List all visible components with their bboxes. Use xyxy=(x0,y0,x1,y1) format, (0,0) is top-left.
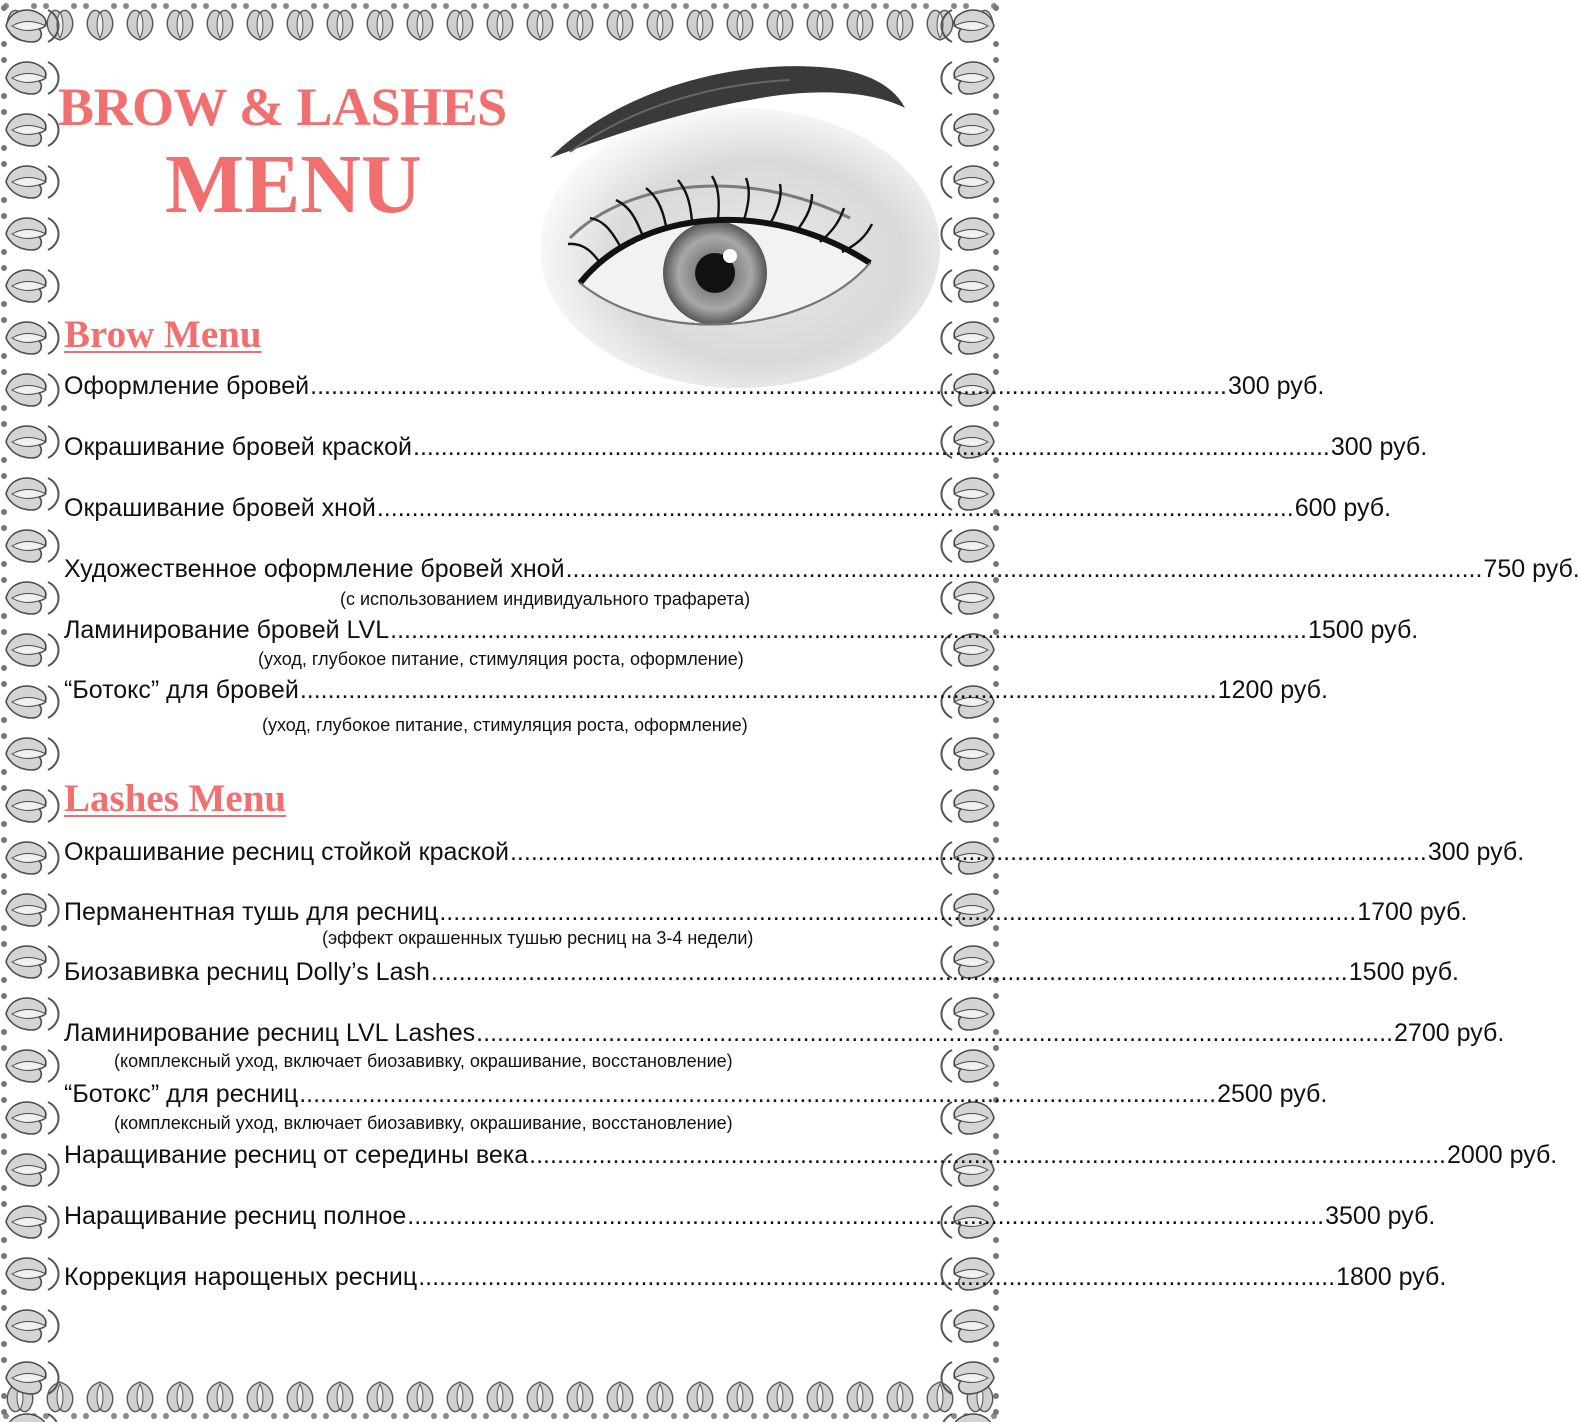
item-name: Окрашивание бровей краской xyxy=(64,433,413,461)
brow-item-4: Художественное оформление бровей хной .................................................................................................................................... 750 руб. xyxy=(64,555,1580,583)
item-name: Окрашивание ресниц стойкой краской xyxy=(64,838,509,866)
ornamental-border-left xyxy=(0,0,66,1422)
item-price: 1500 руб. xyxy=(1308,616,1419,644)
brow-menu-title: Brow Menu xyxy=(64,313,262,356)
item-name: Художественное оформление бровей хной xyxy=(64,555,565,583)
lashes-item-5-note: (комплексный уход, включает биозавивку, окрашивание, восстановление) xyxy=(114,1113,733,1133)
item-name: Коррекция нарощеных ресниц xyxy=(64,1263,418,1291)
lashes-item-2: Перманентная тушь для ресниц .................................................................................................................................... 1700 руб. xyxy=(64,898,1468,926)
page-title: BROW & LASHES xyxy=(58,77,507,137)
item-price: 300 руб. xyxy=(1427,838,1525,866)
brow-item-3: Окрашивание бровей хной .................................................................................................................................... 600 руб. xyxy=(64,494,1392,522)
item-price: 2000 руб. xyxy=(1447,1141,1558,1169)
item-price: 1700 руб. xyxy=(1357,898,1468,926)
item-price: 3500 руб. xyxy=(1325,1202,1436,1230)
lashes-item-2-note: (эффект окрашенных тушью ресниц на 3-4 недели) xyxy=(322,928,754,948)
brow-item-5-note: (уход, глубокое питание, стимуляция роста, оформление) xyxy=(258,649,744,669)
lashes-item-6: Наращивание ресниц от середины века .................................................................................................................................... 2000 руб. xyxy=(64,1141,1558,1169)
item-price: 600 руб. xyxy=(1294,494,1392,522)
lashes-item-3: Биозавивка ресниц Dolly’s Lash .................................................................................................................................... 1500 руб. xyxy=(64,958,1459,986)
page-subtitle: MENU xyxy=(165,138,422,231)
item-name: Наращивание ресниц от середины века xyxy=(64,1141,529,1169)
item-name: Ламинирование ресниц LVL Lashes xyxy=(64,1019,476,1047)
item-name: Окрашивание бровей хной xyxy=(64,494,376,522)
lashes-item-5: “Ботокс” для ресниц .................................................................................................................................... 2500 руб. xyxy=(64,1080,1328,1108)
ornamental-border-bottom xyxy=(0,1378,1000,1422)
lashes-menu-title: Lashes Menu xyxy=(64,777,287,820)
brow-item-2: Окрашивание бровей краской .................................................................................................................................... 300 руб. xyxy=(64,433,1428,461)
item-name: Ламинирование бровей LVL xyxy=(64,616,390,644)
item-price: 300 руб. xyxy=(1330,433,1428,461)
brow-item-1: Оформление бровей .................................................................................................................................... 300 руб. xyxy=(64,372,1325,400)
item-name: Перманентная тушь для ресниц xyxy=(64,898,439,926)
item-name: “Ботокс” для ресниц xyxy=(64,1080,299,1108)
brow-item-4-note: (с использованием индивидуального трафарета) xyxy=(340,589,751,609)
item-price: 2500 руб. xyxy=(1217,1080,1328,1108)
item-price: 2700 руб. xyxy=(1394,1019,1505,1047)
brow-item-6-note: (уход, глубокое питание, стимуляция роста, оформление) xyxy=(262,715,748,735)
lashes-item-7: Наращивание ресниц полное .................................................................................................................................... 3500 руб. xyxy=(64,1202,1436,1230)
eye-illustration xyxy=(510,48,930,378)
brow-item-5: Ламинирование бровей LVL .................................................................................................................................... 1500 руб. xyxy=(64,616,1419,644)
item-price: 300 руб. xyxy=(1227,372,1325,400)
lashes-item-1: Окрашивание ресниц стойкой краской .................................................................................................................................... 300 руб. xyxy=(64,838,1525,866)
item-price: 750 руб. xyxy=(1483,555,1580,583)
item-price: 1800 руб. xyxy=(1336,1263,1447,1291)
brow-item-6: “Ботокс” для бровей .................................................................................................................................... 1200 руб. xyxy=(64,676,1328,704)
item-name: “Ботокс” для бровей xyxy=(64,676,299,704)
item-price: 1500 руб. xyxy=(1348,958,1459,986)
item-name: Оформление бровей xyxy=(64,372,310,400)
lashes-item-4: Ламинирование ресниц LVL Lashes .................................................................................................................................... 2700 руб. xyxy=(64,1019,1505,1047)
item-price: 1200 руб. xyxy=(1217,676,1328,704)
item-name: Биозавивка ресниц Dolly’s Lash xyxy=(64,958,430,986)
item-name: Наращивание ресниц полное xyxy=(64,1202,407,1230)
lashes-item-8: Коррекция нарощеных ресниц .................................................................................................................................... 1800 руб. xyxy=(64,1263,1447,1291)
ornamental-border-top xyxy=(0,0,1000,44)
lashes-item-4-note: (комплексный уход, включает биозавивку, окрашивание, восстановление) xyxy=(114,1051,733,1071)
